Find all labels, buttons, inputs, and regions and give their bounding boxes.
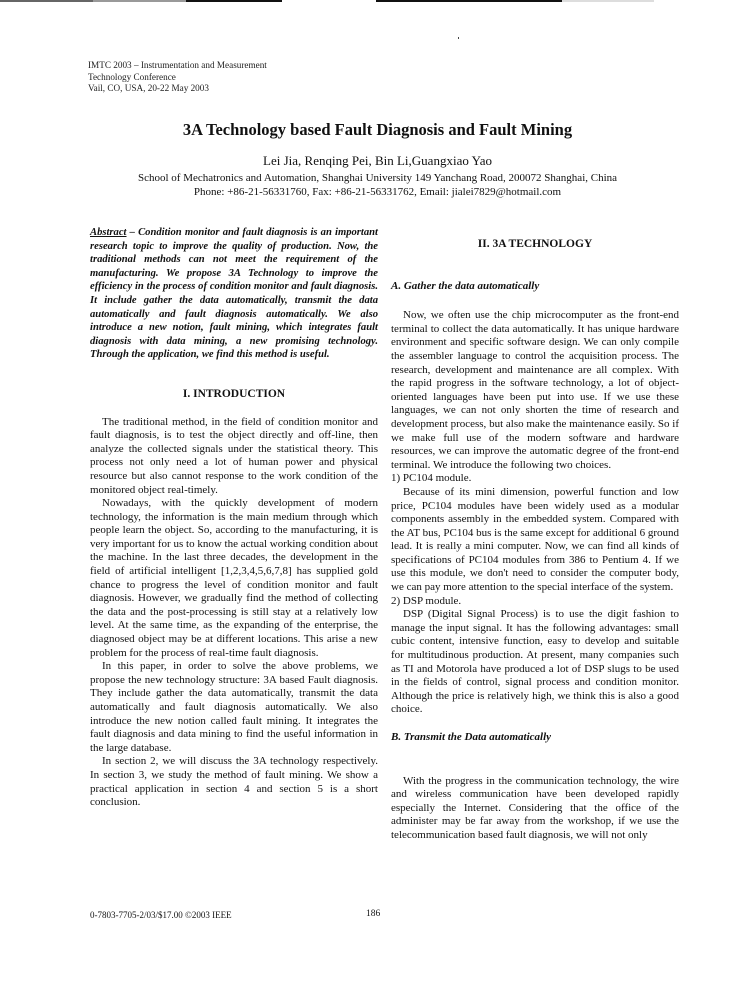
abstract	[90, 226, 378, 362]
copyright-notice: 0-7803-7705-2/03/$17.00 ©2003 IEEE	[90, 910, 232, 920]
abstract-label: Abstract	[90, 227, 127, 238]
abstract-text: – Condition monitor and fault diagnosis is an important research topic to improve the quality of production. Now, the traditional methods can not meet the requirement of the manufacturing. We propose 3A Technology to improve the efficiency in the process of condition monitor and fault diagnosis. It include gather the data automatically, transmit the data automatically and fault diagnosis automatically. We also introduce a new notion, fault mining, which integrates fault diagnosis with data mining, a new promising technology. Through the application, we find this method is useful.	[90, 227, 378, 361]
scan-edge-line	[186, 0, 282, 2]
body-paragraph: With the progress in the communication technology, the wire and wireless communication have been developed rapidly especially the Internet. Considering that the office of the administer may be far away from the workshop, if we use the telecommunication based fault diagnosis, we will not only	[391, 774, 679, 841]
affiliation: School of Mechatronics and Automation, Shanghai University 149 Yanchang Road, 200072 Shanghai, China	[137, 172, 618, 184]
scan-edge-line	[93, 0, 186, 2]
scan-edge-line	[0, 0, 93, 2]
page-number: 186	[366, 909, 381, 919]
conference-line: IMTC 2003 – Instrumentation and Measurement	[88, 60, 267, 70]
body-paragraph: DSP (Digital Signal Process) is to use the digit fashion to manage the input signal. It has the following advantages: small cubic content, intensive function, easy to develop and suitable for multitudinous production. At present, many companies such as TI and Motorola have produced a lot of DSP slugs to be used in the fields of control, signal process and condition monitor. Although the price is relatively high, we think this is also a good choice.	[391, 608, 679, 716]
conference-line: Technology Conference	[88, 71, 176, 82]
subsection-heading-gather: A. Gather the data automatically	[391, 279, 540, 292]
list-item-dsp: 2) DSP module.	[391, 594, 462, 607]
scan-edge-line	[562, 0, 654, 2]
intro-paragraph: In this paper, in order to solve the above problems, we propose the new technology structure: 3A based Fault diagnosis. They include gather the data automatically, transmit the data automatically and fault diagnosis automatically. We also introduce the new notion called fault mining. It integrates the fault diagnosis and data mining to find the useful information in the large database.	[90, 660, 378, 754]
list-item-pc104: 1) PC104 module.	[391, 472, 472, 485]
paper-title: 3A Technology based Fault Diagnosis and Fault Mining	[182, 120, 573, 139]
left-column	[90, 226, 378, 810]
body-paragraph: Because of its mini dimension, powerful function and low price, PC104 modules have been widely used as a modular components assembly in the embedded system. Compared with the AT bus, PC104 bus is the same except for additional 6 ground lead. It is really a mini computer. Now, we can find all kinds of specifications of PC104 modules from 386 to Pentium 4. If we use this module, we don't need to consider the computer body, we can pay more attention to the special interface of the system.	[391, 485, 679, 594]
section-heading-introduction: I. INTRODUCTION	[182, 387, 286, 400]
scan-speck	[458, 37, 459, 39]
paper-authors: Lei Jia, Renqing Pei, Bin Li,Guangxiao Yao	[263, 153, 492, 168]
conference-header	[88, 60, 267, 95]
conference-line: Vail, CO, USA, 20-22 May 2003	[88, 83, 209, 93]
intro-paragraph: The traditional method, in the field of condition monitor and fault diagnosis, is to test the object directly and off-line, then analyze the collected signals under the statistical theory. This process not only need a lot of human power and physical resource but also cannot response to the work condition of the monitored object real-timely.	[90, 415, 378, 496]
contact-info: Phone: +86-21-56331760, Fax: +86-21-56331762, Email: jialei7829@hotmail.com	[193, 186, 562, 198]
section-heading-3a-technology: II. 3A TECHNOLOGY	[477, 238, 593, 250]
body-paragraph: Now, we often use the chip microcomputer as the front-end terminal to collect the data automatically. It has unique hardware environment and specific software design. We can only compile the assembler language to control the acquisition process. The research, development and maintenance are all complex. With the rapid progress in the software technology, a lot of object-oriented languages have been put into use. If we use these languages, we can not only shorten the time of research and development process, but also make the maintenance easily. So if we make full use of the modern software and hardware resources, we can improve the automatic degree of the front-end terminal. We introduce the following two choices.	[391, 309, 679, 471]
right-column	[391, 226, 679, 843]
scan-edge-line	[376, 0, 562, 2]
author-affiliation-block	[0, 171, 755, 199]
intro-paragraph: Nowadays, with the quickly development of modern technology, the information is the main medium through which people learn the object. So, according to the manufacturing, it is very important for us to know the actual working condition about the machine. In the last three decades, the development in the field of artificial intelligent [1,2,3,4,5,6,7,8] has supplied gold chance to progress the level of condition monitor and fault diagnosis. However, we gradually find the method of collecting the data and the post-processing is still stay at a relatively low level. At the same time, as the expanding of the enterprise, the diagnosed object may be at different locations. This arise a new problem for the process of real-time fault diagnosis.	[90, 497, 378, 659]
subsection-heading-transmit: B. Transmit the Data automatically	[391, 731, 552, 743]
intro-paragraph: In section 2, we will discuss the 3A technology respectively. In section 3, we study the method of fault mining. We show a practical application in section 4 and section 5 is a short conclusion.	[90, 755, 378, 809]
